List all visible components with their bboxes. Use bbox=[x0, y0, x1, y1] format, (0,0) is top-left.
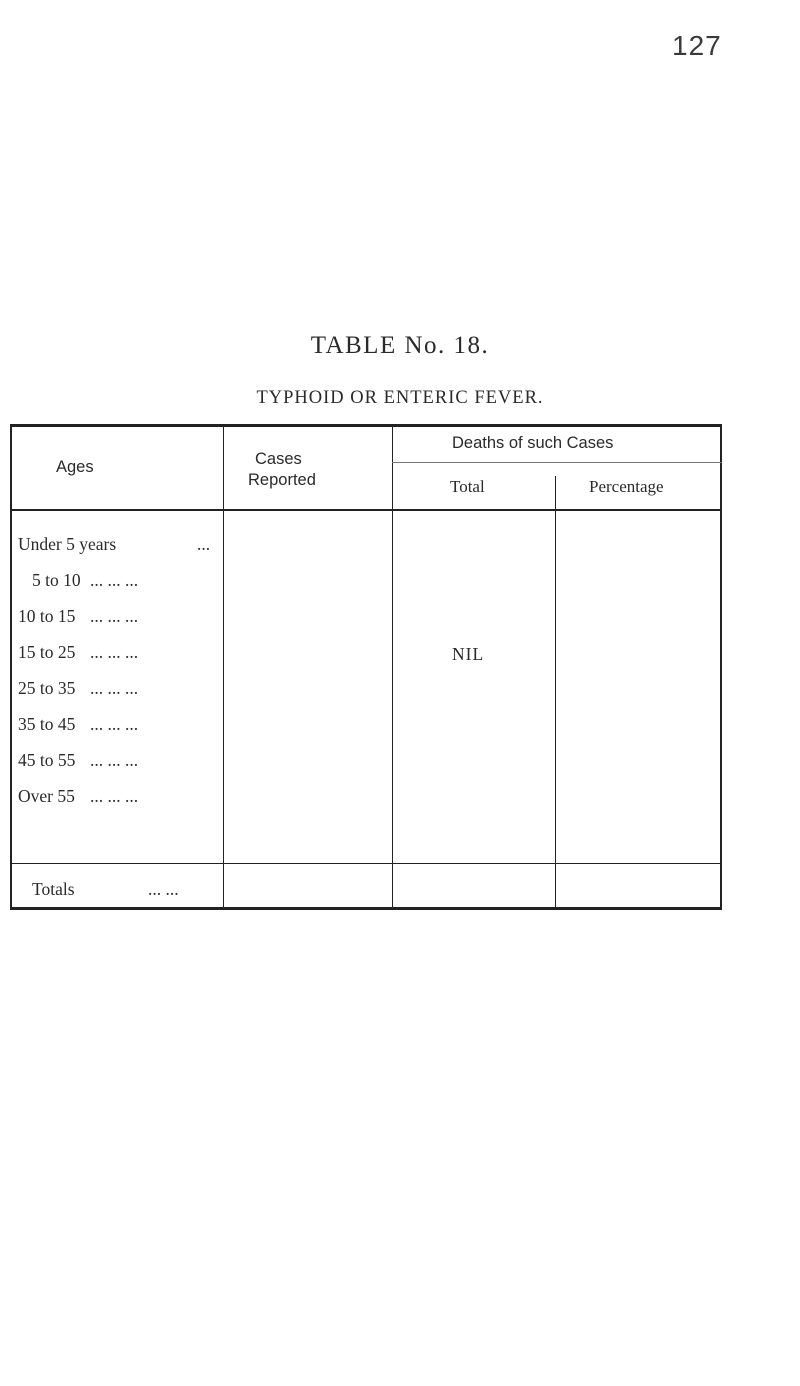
table-row bbox=[32, 570, 242, 594]
totals-rule bbox=[10, 863, 722, 864]
age-label: Under 5 years bbox=[18, 534, 117, 554]
age-label: 10 to 15 bbox=[18, 606, 76, 626]
table-row bbox=[18, 606, 228, 630]
totals-label: Totals bbox=[32, 879, 75, 899]
table-row bbox=[18, 714, 228, 738]
table-row bbox=[18, 642, 228, 666]
totals-dots: ... ... bbox=[148, 879, 179, 899]
col-divider-ages bbox=[223, 424, 224, 910]
table-row bbox=[18, 678, 228, 702]
table-title: TABLE No. 18. bbox=[310, 332, 490, 359]
col-divider-total bbox=[555, 476, 556, 910]
leader-dots: ... bbox=[197, 534, 211, 554]
table-row bbox=[18, 786, 228, 810]
age-label: 25 to 35 bbox=[18, 678, 76, 698]
age-label: 35 to 45 bbox=[18, 714, 76, 734]
leader-dots: ... ... ... bbox=[90, 678, 139, 698]
header-percentage: Percentage bbox=[589, 477, 664, 496]
leader-dots: ... ... ... bbox=[90, 570, 139, 590]
leader-dots: ... ... ... bbox=[90, 786, 139, 806]
header-cases: Cases bbox=[255, 450, 302, 468]
table-subtitle: TYPHOID OR ENTERIC FEVER. bbox=[256, 388, 544, 408]
leader-dots: ... ... ... bbox=[90, 714, 139, 734]
leader-dots: ... ... ... bbox=[90, 606, 139, 626]
age-label: 45 to 55 bbox=[18, 750, 76, 770]
bottom-border bbox=[10, 907, 722, 910]
fever-table bbox=[10, 424, 722, 910]
right-border bbox=[720, 424, 722, 910]
deaths-subheader-rule bbox=[392, 462, 722, 463]
header-ages: Ages bbox=[56, 458, 94, 476]
header-deaths-group: Deaths of such Cases bbox=[452, 434, 614, 452]
totals-row bbox=[32, 879, 242, 903]
nil-value: NIL bbox=[452, 644, 485, 664]
leader-dots: ... ... ... bbox=[90, 642, 139, 662]
header-bottom-rule bbox=[10, 509, 722, 511]
header-reported: Reported bbox=[248, 471, 316, 489]
header-total: Total bbox=[450, 477, 485, 496]
col-divider-cases bbox=[392, 424, 393, 910]
table-row bbox=[18, 750, 228, 774]
table-row bbox=[18, 534, 228, 558]
top-border bbox=[10, 424, 722, 427]
leader-dots: ... ... ... bbox=[90, 750, 139, 770]
age-label: Over 55 bbox=[18, 786, 75, 806]
left-border bbox=[10, 424, 12, 910]
age-label: 5 to 10 bbox=[32, 570, 81, 590]
age-label: 15 to 25 bbox=[18, 642, 76, 662]
page-number: 127 bbox=[672, 30, 722, 61]
